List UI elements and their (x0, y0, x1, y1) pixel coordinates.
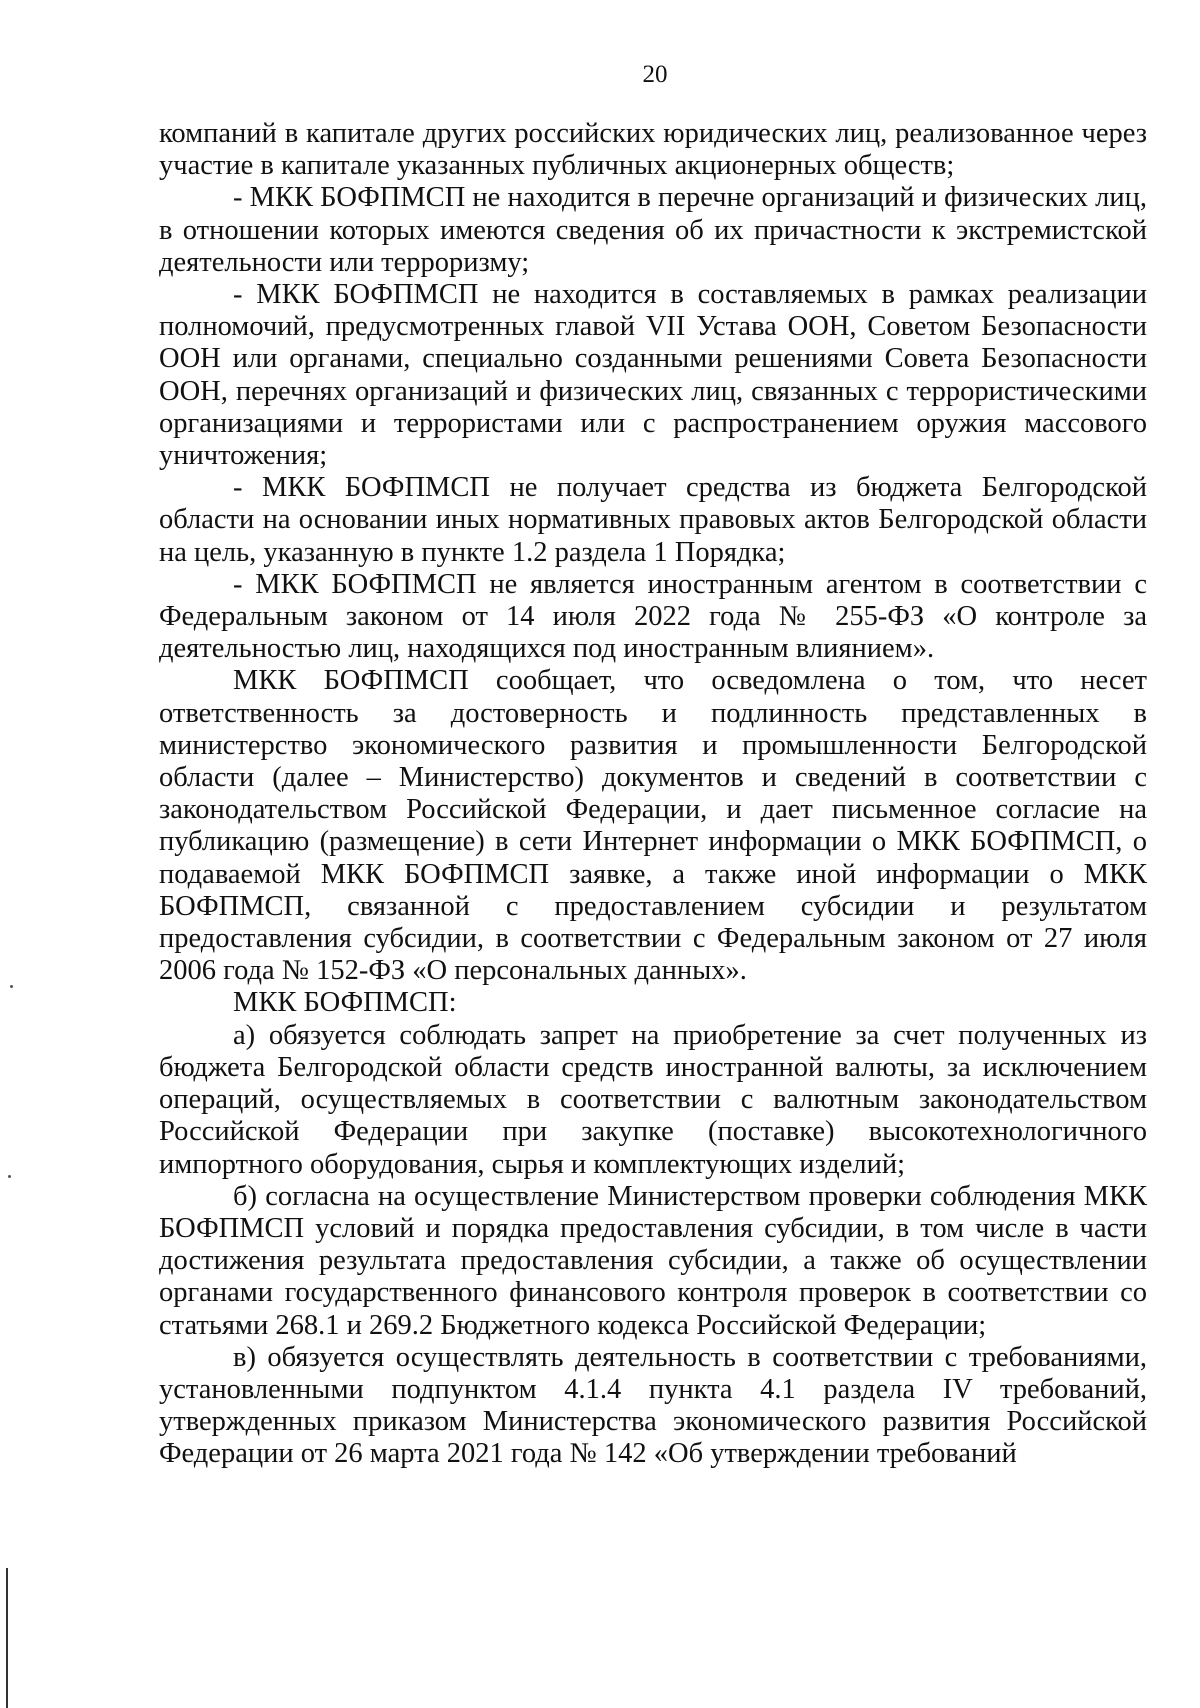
document-body (159, 118, 1147, 1471)
paragraph-responsibility: МКК БОФПМСП сообщает, что осведомлена о том, что несет ответственность за достоверность и подлинность представленных в министерство экономического развития и промышленности Белгородской области (далее – Министерство) документов и сведений в соответствии с законодательством Российской Федерации, и дает письменное согласие на публикацию (размещение) в сети Интернет информации о МКК БОФПМСП, о подаваемой МКК БОФПМСП заявке, а также иной информации о МКК БОФПМСП, связанной с предоставлением субсидии и результатом предоставления субсидии, в соответствии с Федеральным законом от 27 июля 2006 года № 152-ФЗ «О персональных данных». (159, 665, 1147, 987)
paragraph-item-v: в) обязуется осуществлять деятельность в соответствии с требованиями, установленными подпунктом 4.1.4 пункта 4.1 раздела IV требований, утвержденных приказом Министерства экономического развития Российской Федерации от 26 марта 2021 года № 142 «Об утверждении требований (159, 1341, 1147, 1470)
paragraph-budget-funds: - МКК БОФПМСП не получает средства из бюджета Белгородской области на основании иных нормативных правовых актов Белгородской области на цель, указанную в пункте 1.2 раздела 1 Порядка; (159, 472, 1147, 568)
scan-edge-mark (6, 1568, 8, 1708)
paragraph-continuation: компаний в капитале других российских юридических лиц, реализованное через участие в капитале указанных публичных акционерных обществ; (159, 118, 1147, 182)
paragraph-foreign-agent: - МКК БОФПМСП не является иностранным агентом в соответствии с Федеральным законом от 14 июля 2022 года № 255-ФЗ «О контроле за деятельностью лиц, находящихся под иностранным влиянием». (159, 568, 1147, 665)
scan-dot (8, 1175, 11, 1178)
paragraph-item-a: а) обязуется соблюдать запрет на приобретение за счет полученных из бюджета Белгородской области средств иностранной валюты, за исключением операций, осуществляемых в соответствии с валютным законодательством Российской Федерации при закупке (поставке) высокотехнологичного импортного оборудования, сырья и комплектующих изделий; (159, 1019, 1147, 1180)
paragraph-un-lists: - МКК БОФПМСП не находится в составляемых в рамках реализации полномочий, предусмотренных главой VII Устава ООН, Советом Безопасности ООН или органами, специально созданными решениями Совета Безопасности ООН, перечнях организаций и физических лиц, связанных с террористическими организациями и террористами или с распространением оружия массового уничтожения; (159, 279, 1147, 472)
paragraph-item-b: б) согласна на осуществление Министерством проверки соблюдения МКК БОФПМСП условий и порядка предоставления субсидии, в том числе в части достижения результата предоставления субсидии, а также об осуществлении органами государственного финансового контроля проверок в соответствии со статьями 268.1 и 269.2 Бюджетного кодекса Российской Федерации; (159, 1180, 1147, 1341)
paragraph-mkk-heading: МКК БОФПМСП: (233, 987, 457, 1019)
paragraph-extremism: - МКК БОФПМСП не находится в перечне организаций и физических лиц, в отношении которых имеются сведения об их причастности к экстремистской деятельности или терроризму; (159, 182, 1147, 278)
scan-dot (10, 985, 13, 988)
page-number: 20 (642, 61, 668, 88)
